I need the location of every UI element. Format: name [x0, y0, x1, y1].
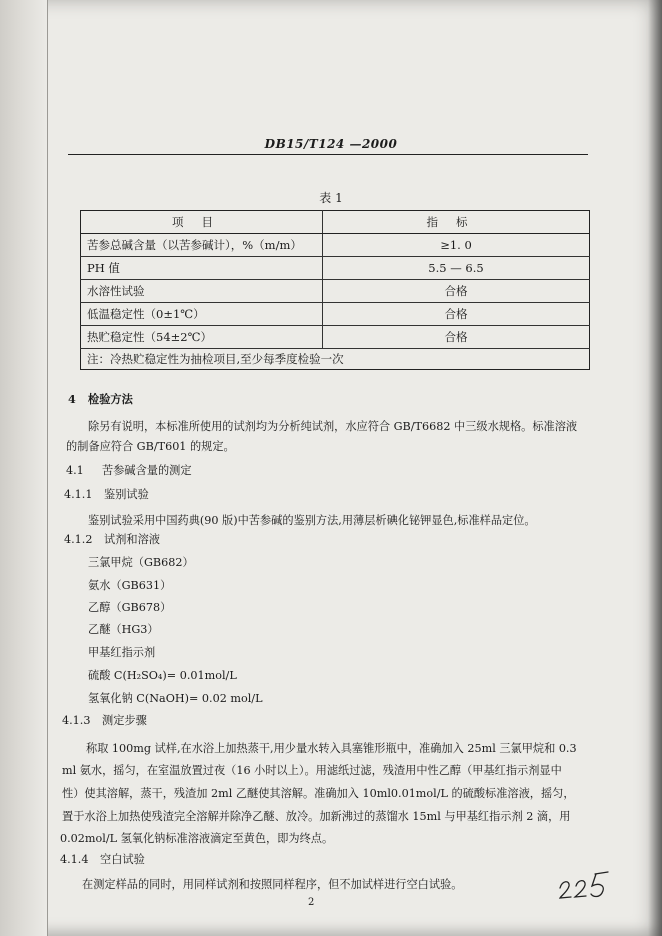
- page-number: 2: [308, 897, 315, 908]
- reagent-item: 三氯甲烷（GB682）: [88, 556, 194, 569]
- row-item: 水溶性试验: [81, 280, 323, 303]
- paragraph-4: 在测定样品的同时，用同样试剂和按照同样程序，但不加试样进行空白试验。: [82, 878, 463, 891]
- table-row: [81, 234, 590, 257]
- row-item: 低温稳定性（0±1℃）: [81, 303, 323, 326]
- row-item: 热贮稳定性（54±2℃）: [81, 326, 323, 349]
- table-row: [81, 280, 590, 303]
- table-row: [81, 257, 590, 280]
- section-4-1-2-number: 4.1.2: [64, 533, 93, 546]
- column-header-value: 指标: [323, 211, 590, 234]
- table-title: 表 1: [319, 191, 343, 205]
- reagent-item: 乙醚（HG3）: [88, 623, 159, 636]
- column-header-item: 项目: [81, 211, 323, 234]
- reagent-item: 氢氧化钠 C(NaOH)= 0.02 mol/L: [88, 692, 263, 705]
- row-item: 苦参总碱含量（以苦参碱计），%（m/m）: [81, 234, 323, 257]
- header-rule: [68, 154, 588, 155]
- table-row: [81, 326, 590, 349]
- paragraph-1-line-1: 除另有说明，本标准所使用的试剂均为分析纯试剂，水应符合 GB/T6682 中三级水规格。标准溶液: [88, 420, 578, 433]
- paragraph-2: 鉴别试验采用中国药典(90 版)中苦参碱的鉴别方法,用薄层析碘化铋钾显色,标准样品定位。: [88, 514, 536, 527]
- row-value: 合格: [323, 280, 590, 303]
- reagent-item: 硫酸 C(H₂SO₄)= 0.01mol/L: [88, 669, 237, 682]
- spec-table: [80, 210, 590, 370]
- paragraph-3-line: ml 氨水，摇匀，在室温放置过夜（16 小时以上）。用滤纸过滤，残渣用中性乙醇（甲基红指示剂显中: [62, 764, 562, 777]
- row-value: 5.5 — 6.5: [323, 257, 590, 280]
- row-value: 合格: [323, 303, 590, 326]
- section-4-1-4-number: 4.1.4: [60, 853, 89, 866]
- paragraph-3-line: 置于水浴上加热使残渣完全溶解并除净乙醚、放冷。加新沸过的蒸馏水 15ml 与甲基红指示剂 2 滴，用: [62, 810, 571, 823]
- handwritten-annotation: [556, 864, 616, 904]
- section-4-number: 4: [68, 392, 76, 406]
- section-4-1-3-title: 测定步骤: [102, 714, 147, 727]
- table-note: 注：冷热贮稳定性为抽检项目,至少每季度检验一次: [81, 349, 590, 370]
- section-4-1-4-title: 空白试验: [100, 853, 145, 866]
- paragraph-3-line: 性）使其溶解，蒸干，残渣加 2ml 乙醚使其溶解。准确加入 10ml0.01mol/L 的硫酸标准溶液，摇匀，: [62, 787, 575, 800]
- table-row: [81, 303, 590, 326]
- section-4-title: 检验方法: [88, 392, 133, 406]
- section-4-1-1-title: 鉴别试验: [104, 488, 149, 501]
- row-value: 合格: [323, 326, 590, 349]
- table-header-row: [81, 211, 590, 234]
- section-4-1-number: 4.1: [66, 464, 84, 477]
- section-4-1-title: 苦参碱含量的测定: [102, 464, 192, 477]
- row-value: ≥1. 0: [323, 234, 590, 257]
- section-4-1-1-number: 4.1.1: [64, 488, 93, 501]
- table-note-row: [81, 349, 590, 370]
- reagent-item: 乙醇（GB678）: [88, 601, 172, 614]
- reagent-item: 甲基红指示剂: [88, 646, 156, 659]
- paragraph-3-line: 0.02mol/L 氢氧化钠标准溶液滴定至黄色，即为终点。: [60, 832, 334, 845]
- section-4-1-3-number: 4.1.3: [62, 714, 91, 727]
- paragraph-3-line: 称取 100mg 试样,在水浴上加热蒸干,用少量水转入具塞锥形瓶中，准确加入 25ml 三氯甲烷和 0.3: [86, 742, 577, 755]
- paragraph-1-line-2: 的制备应符合 GB/T601 的规定。: [66, 440, 235, 453]
- section-4-1-2-title: 试剂和溶液: [104, 533, 160, 546]
- row-item: PH 值: [81, 257, 323, 280]
- running-header: DB15/T124 —2000: [264, 137, 398, 151]
- reagent-item: 氨水（GB631）: [88, 579, 172, 592]
